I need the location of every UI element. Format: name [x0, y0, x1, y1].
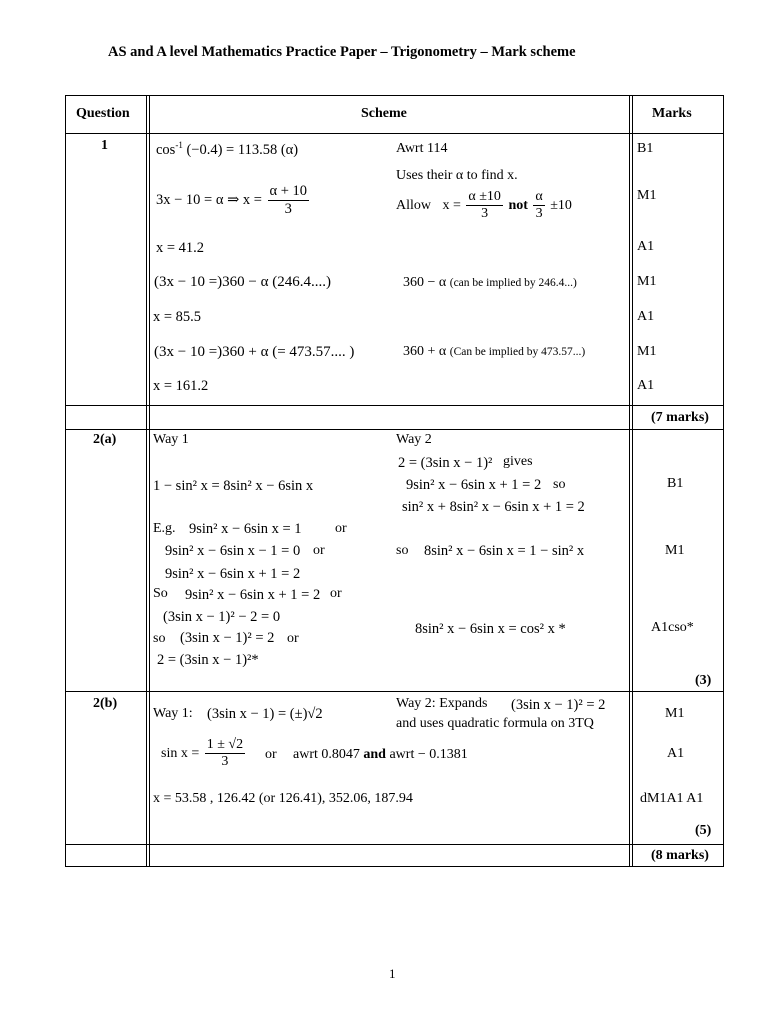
q1-allow-text: Allow: [396, 197, 431, 213]
q1-row-divider: [65, 405, 724, 406]
q2b-awrt-2: awrt − 0.1381: [389, 747, 468, 762]
page-number: 1: [389, 966, 396, 981]
q2b-row-divider: [65, 844, 724, 845]
q1-allow-denominator: 3: [481, 206, 489, 222]
question-label-2b: 2(b): [93, 696, 118, 711]
q2a-way1-line-7: (3sin x − 1)² = 2: [180, 630, 275, 646]
q2-total-marks: (8 marks): [651, 848, 709, 863]
q2b-way1-line-3: x = 53.58 , 126.42 (or 126.41), 352.06, 187.94: [153, 791, 413, 806]
q1-note-360-plus-text: (Can be implied by 473.57...): [449, 346, 586, 358]
q1-allow-not: not: [508, 197, 528, 213]
q1-scheme-line-7: x = 161.2: [153, 378, 209, 394]
q1-fraction: [268, 183, 310, 217]
marks-column-divider: [629, 95, 633, 867]
q2b-subtotal: (5): [695, 823, 712, 838]
q2a-way1-eg: E.g.: [153, 521, 176, 536]
q2b-mark-3: dM1A1 A1: [640, 791, 704, 806]
q2a-way1-or-2: or: [313, 543, 325, 558]
question-column-divider: [146, 95, 150, 867]
q1-note-uses-alpha: Uses their α to find x.: [396, 168, 518, 183]
q2a-way1-line-6: (3sin x − 1)² − 2 = 0: [163, 609, 281, 625]
q2b-way1-line-1: (3sin x − 1) = (±)√2: [207, 706, 323, 722]
q2a-way1-or-3: or: [330, 586, 342, 601]
q1-scheme-line-6: (3x − 10 =)360 + α (= 473.57.... ): [154, 344, 355, 360]
q1-fraction-denominator: 3: [284, 200, 292, 217]
q1-mark-7: A1: [637, 378, 655, 393]
q2b-awrt-and: and: [363, 747, 386, 762]
q1-note-360-minus-text: (can be implied by 246.4...): [449, 277, 577, 289]
q1-cos-inverse-sup: -1: [175, 140, 183, 150]
q1-mark-4: M1: [637, 274, 657, 289]
q2b-way2-heading: Way 2: Expands: [396, 696, 488, 711]
q1-total-marks: (7 marks): [651, 410, 709, 425]
q2a-way1-so-2: so: [153, 631, 166, 646]
q2b-fraction: [205, 737, 245, 770]
q2b-way2-equation: (3sin x − 1)² = 2: [511, 697, 606, 713]
table-border-left: [65, 95, 66, 867]
q1-note-allow: [396, 189, 572, 222]
header-marks: Marks: [652, 106, 692, 121]
q2a-subtotal: (3): [695, 673, 712, 688]
table-border-top: [65, 95, 724, 96]
q2a-way1-or-4: or: [287, 631, 299, 646]
q2b-way1-or: or: [265, 747, 277, 762]
q1-mark-3: A1: [637, 239, 655, 254]
q1-total-divider: [65, 429, 724, 430]
q1-scheme-line-5: x = 85.5: [153, 309, 202, 325]
q1-scheme-line-2: [156, 183, 311, 217]
table-border-right: [723, 95, 724, 867]
q2a-way1-line-5: 9sin² x − 6sin x + 1 = 2: [185, 587, 321, 603]
q2a-way1-heading: Way 1: [153, 432, 189, 447]
q1-note-360-plus: [403, 345, 585, 359]
q1-cos-rest: (−0.4) = 113.58 (α): [186, 142, 299, 158]
q1-note-awrt: Awrt 114: [396, 141, 448, 156]
q2a-way2-line-1: 2 = (3sin x − 1)²: [398, 455, 493, 471]
q1-scheme-line-3: x = 41.2: [156, 240, 205, 256]
q2a-way1-or-1: or: [335, 521, 347, 536]
question-label-1: 1: [101, 138, 108, 153]
q2a-way2-so-1: so: [553, 477, 566, 492]
q2a-way1-so-1: So: [153, 586, 168, 601]
q2a-mark-1: B1: [667, 476, 684, 491]
q1-note-360-minus-expr: 360 − α: [403, 275, 447, 290]
q2a-row-divider: [65, 691, 724, 692]
question-label-2a: 2(a): [93, 432, 117, 447]
q2a-way1-line-8: 2 = (3sin x − 1)²*: [157, 652, 259, 668]
q2b-awrt-1: awrt 0.8047: [293, 747, 360, 762]
q1-scheme-line-1: [156, 140, 299, 158]
q1-mark-5: A1: [637, 309, 655, 324]
q2a-way2-line-4: 8sin² x − 6sin x = 1 − sin² x: [424, 543, 585, 559]
q1-allow-fraction: [466, 189, 503, 222]
q2a-mark-2: M1: [665, 543, 685, 558]
q1-not-denominator: 3: [535, 206, 543, 222]
q2a-way2-line-3: sin² x + 8sin² x − 6sin x + 1 = 2: [402, 499, 585, 515]
q2a-way1-line-3: 9sin² x − 6sin x − 1 = 0: [165, 543, 301, 559]
q2a-way2-line-5: 8sin² x − 6sin x = cos² x *: [415, 621, 566, 637]
page-title: AS and A level Mathematics Practice Paper – Trigonometry – Mark scheme: [108, 44, 576, 60]
q2b-way1-line-2: [161, 737, 247, 770]
table-border-bottom: [65, 866, 724, 867]
q2b-mark-1: M1: [665, 706, 685, 721]
q1-line-2-text: 3x − 10 = α ⇒ x =: [156, 191, 262, 208]
q1-allow-pm10: ±10: [550, 197, 572, 213]
q2b-way2-line-2: and uses quadratic formula on 3TQ: [396, 716, 594, 731]
q2a-way1-line-1: 1 − sin² x = 8sin² x − 6sin x: [153, 478, 314, 494]
header-scheme: Scheme: [361, 106, 407, 121]
q1-allow-x: x =: [442, 197, 461, 213]
q2b-fraction-numerator: 1 ± √2: [205, 737, 245, 754]
q2a-way1-line-4: 9sin² x − 6sin x + 1 = 2: [165, 566, 301, 582]
q2b-mark-2: A1: [667, 746, 685, 761]
q1-scheme-line-4: (3x − 10 =)360 − α (246.4....): [154, 274, 331, 290]
mark-scheme-table: [65, 95, 724, 867]
header-question: Question: [76, 106, 130, 121]
q1-fraction-numerator: α + 10: [269, 183, 308, 199]
q1-note-360-minus: [403, 276, 577, 290]
q2a-way2-gives: gives: [503, 454, 533, 469]
q1-not-numerator: α: [533, 189, 544, 206]
q2a-way2-heading: Way 2: [396, 432, 432, 447]
q2a-way1-line-2: 9sin² x − 6sin x = 1: [189, 521, 302, 537]
q1-mark-6: M1: [637, 344, 657, 359]
q2b-way1-awrt-values: [293, 748, 468, 762]
q2a-way2-line-2: 9sin² x − 6sin x + 1 = 2: [406, 477, 542, 493]
q2b-fraction-denominator: 3: [221, 754, 229, 770]
q1-mark-2: M1: [637, 188, 657, 203]
q2a-way2-so-2: so: [396, 543, 409, 558]
q1-note-360-plus-expr: 360 + α: [403, 344, 447, 359]
q2a-mark-3: A1cso*: [651, 620, 694, 635]
q1-allow-numerator: α ±10: [466, 189, 503, 206]
header-row-divider: [65, 133, 724, 134]
q2b-sinx-text: sin x =: [161, 745, 200, 761]
q2b-way1-heading: Way 1:: [153, 706, 193, 721]
q1-cos-text: cos: [156, 142, 176, 158]
q1-mark-1: B1: [637, 141, 654, 156]
q1-not-fraction: [533, 189, 544, 222]
